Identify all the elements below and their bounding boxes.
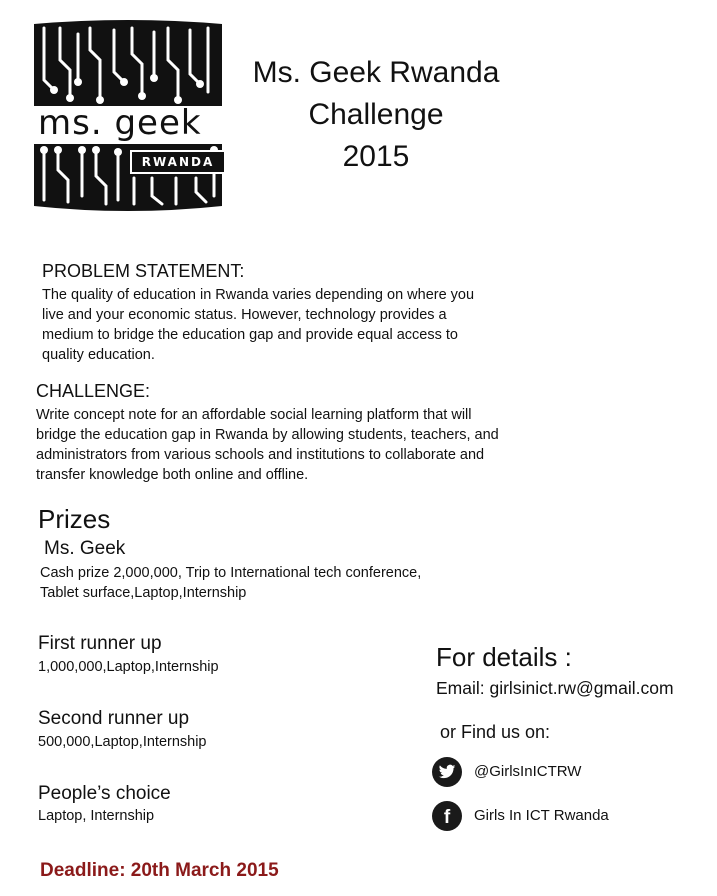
twitter-handle: @GirlsInICTRW [474,763,582,780]
msgeek-prize-title: Ms. Geek [44,538,126,559]
prizes-heading: Prizes [38,504,111,534]
second-runner-detail: 500,000,Laptop,Internship [38,734,207,750]
logo-subtitle: RWANDA [130,150,226,174]
challenge-line: transfer knowledge both online and offline. [36,467,309,483]
peoples-choice-title: People’s choice [38,783,171,804]
problem-line: The quality of education in Rwanda varies depending on where you [42,287,475,303]
problem-heading: PROBLEM STATEMENT: [42,261,245,281]
twitter-link[interactable] [432,757,581,787]
problem-line: live and your economic status. However, technology provides a [42,307,447,323]
find-us-label: or Find us on: [440,722,551,742]
challenge-line: bridge the education gap in Rwanda by allowing students, teachers, and [36,427,499,443]
prize-line: Cash prize 2,000,000, Trip to International tech conference, [40,565,422,581]
facebook-link[interactable] [432,801,609,831]
logo-wordmark-band [30,103,226,144]
contact-email[interactable]: Email: girlsinict.rw@gmail.com [436,678,674,698]
first-runner-detail: 1,000,000,Laptop,Internship [38,659,219,675]
contact-heading: For details : [436,642,572,672]
second-runner-title: Second runner up [38,708,190,729]
page-title [240,52,512,178]
challenge-line: Write concept note for an affordable social learning platform that will [36,407,472,423]
peoples-choice-detail: Laptop, Internship [38,808,155,824]
problem-text [42,285,474,365]
ms-geek-logo [30,20,226,212]
deadline-text: Deadline: 20th March 2015 [40,860,279,881]
prize-line: Tablet surface,Laptop,Internship [40,585,247,601]
problem-line: quality education. [42,347,155,363]
msgeek-prize-detail [40,563,421,603]
challenge-heading: CHALLENGE: [36,381,151,401]
facebook-name: Girls In ICT Rwanda [474,807,609,824]
title-line-3: 2015 [342,140,410,173]
challenge-line: administrators from various schools and institutions to collaborate and [36,447,485,463]
problem-line: medium to bridge the education gap and provide equal access to [42,327,458,343]
twitter-icon [432,757,462,787]
challenge-text [36,405,499,485]
title-line-2: Challenge [308,98,444,131]
first-runner-title: First runner up [38,633,162,654]
facebook-icon: f [432,801,462,831]
logo-wordmark: ms. geek [38,103,202,143]
title-line-1: Ms. Geek Rwanda [252,56,500,89]
